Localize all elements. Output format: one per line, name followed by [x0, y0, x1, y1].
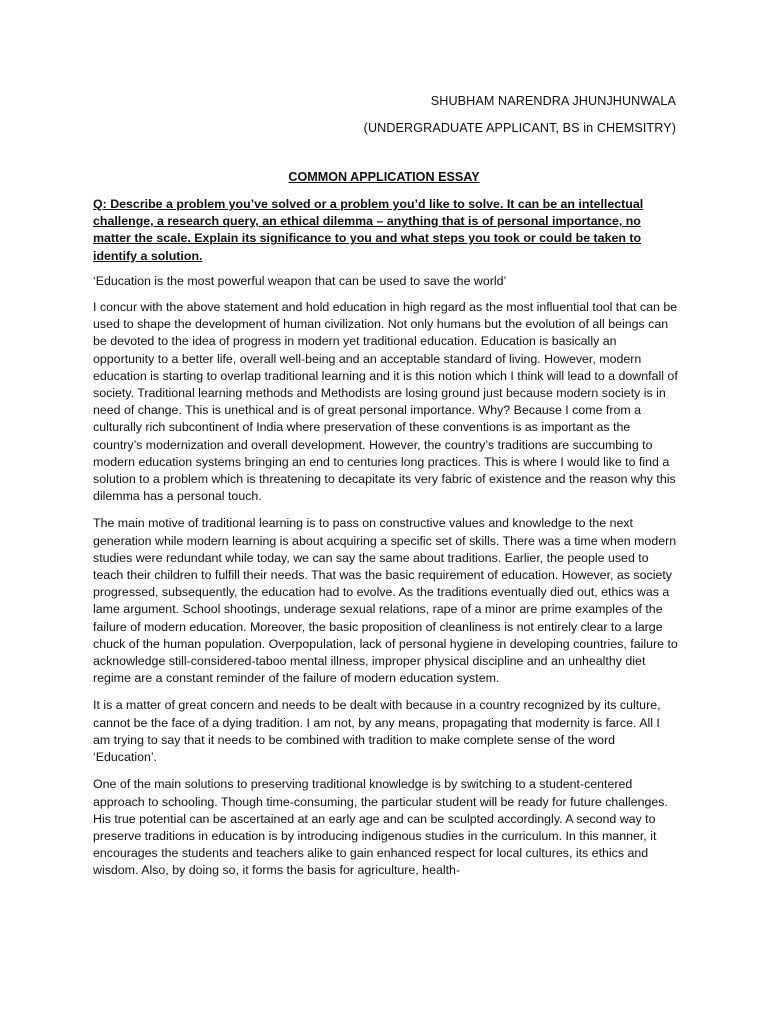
author-block: [364, 88, 676, 142]
essay-body: [93, 196, 678, 890]
paragraph-3: It is a matter of great concern and needs to be dealt with because in a country recognized by its culture, cannot be the face of a dying tradition. I am not, by any means, propagating that modernity is farce. All I am trying to say that it needs to be combined with tradition to make complete sense of the word ‘Education’.: [93, 698, 661, 765]
paragraph-4: One of the main solutions to preserving traditional knowledge is by switching to a student-centered approach to schooling. Though time-consuming, the particular student will be ready for future challenges. His true potential can be ascertained at an early age and can be sculpted accordingly. A second way to preserve traditions in education is by introducing indigenous studies in the curriculum. In this manner, it encourages the students and teachers alike to gain enhanced respect for local cultures, its ethics and wisdom. Also, by doing so, it forms the basis for agriculture, health-: [93, 777, 668, 878]
essay-title: COMMON APPLICATION ESSAY: [288, 170, 480, 184]
author-name: SHUBHAM NARENDRA JHUNJHUNWALA: [430, 94, 676, 108]
paragraph-1: I concur with the above statement and hold education in high regard as the most influential tool that can be used to shape the development of human civilization. Not only humans but the evolution of all beings can be devoted to the idea of progress in modern yet traditional education. Education is basically an opportunity to a better life, overall well-being and an acceptable standard of living. However, modern education is starting to overlap traditional learning and it is this notion which I think will lead to a downfall of society. Traditional learning methods and Methodists are losing ground just because modern society is in need of change. This is unethical and is of great personal importance. Why? Because I come from a culturally rich subcontinent of India where preservation of these conventions is as important as the country’s modernization and overall development. However, the country’s traditions are succumbing to modern education systems bringing an end to centuries long practices. This is where I would like to find a solution to a problem which is threatening to decapitate its very fabric of existence and the reason why this dilemma has a personal touch.: [93, 300, 678, 504]
paragraph-2: The main motive of traditional learning is to pass on constructive values and knowledge to the next generation while modern learning is about acquiring a specific set of skills. There was a time when modern studies were redundant while today, we can say the same about traditions. Earlier, the people used to teach their children to fulfill their needs. That was the basic requirement of education. However, as society progressed, subsequently, the education had to evolve. As the traditions eventually died out, ethics was a lame argument. School shootings, underage sexual relations, rape of a minor are prime examples of the failure of modern education. Moreover, the basic proposition of cleanliness is not entirely clear to a large chuck of the human population. Overpopulation, lack of personal hygiene in developing countries, failure to acknowledge still-considered-taboo mental illness, improper physical discipline and an unhealthy diet regime are a constant reminder of the failure of modern education system.: [93, 516, 678, 686]
author-role: (UNDERGRADUATE APPLICANT, BS in CHEMSITRY): [363, 121, 676, 135]
essay-question: Q: Describe a problem you’ve solved or a problem you’d like to solve. It can be an intellectual challenge, a research query, an ethical dilemma – anything that is of personal importance, no matter the scale. Explain its significance to you and what steps you took or could be taken to identify a solution.: [93, 197, 644, 263]
essay-quote: ‘Education is the most powerful weapon that can be used to save the world’: [93, 273, 507, 288]
